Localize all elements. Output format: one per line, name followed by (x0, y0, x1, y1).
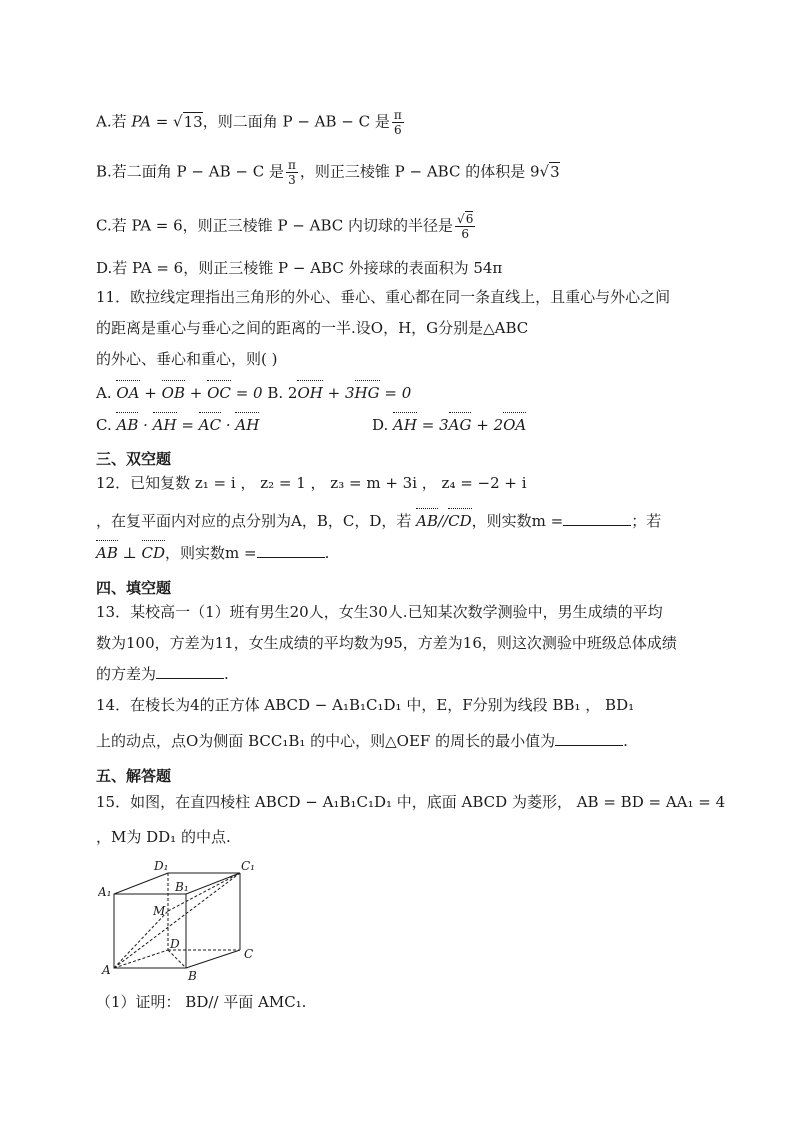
q12-line2: ，在复平面内对应的点分别为A，B，C，D，若 AB//CD，则实数m = ；若 (96, 512, 662, 530)
q14-line2: 上的动点，点O为侧面 BCC₁B₁ 的中心，则△OEF 的周长的最小值为 . (96, 732, 628, 750)
q15-line2: ，M为 DD₁ 的中点. (96, 828, 231, 846)
label-d1: D₁ (154, 859, 169, 873)
option-c-fraction: $\frac{√6}{6}$ (457, 212, 474, 241)
q12-line1: 12．已知复数 z₁ = i ， z₂ = 1 ， z₃ = m + 3i ， z₄ = −2 + i (96, 474, 527, 492)
label-b1: B₁ (175, 880, 189, 894)
q12-line3: AB ⊥ CD，则实数m = . (96, 544, 330, 562)
label-a1: A₁ (98, 885, 112, 899)
q13-line3: 的方差为 . (96, 665, 229, 683)
q11-option-b-label: B. 2 (262, 384, 298, 402)
q15-part1: （1）证明： BD// 平面 AMC₁. (96, 993, 307, 1011)
option-b-fraction: $\frac{\pi}{3}$ (287, 158, 296, 187)
option-a-fraction: $\frac{\pi}{6}$ (393, 108, 402, 137)
edge-a1d1 (114, 873, 168, 894)
option-b-mid: ，则正三棱锥 P − ABC 的体积是 9 (299, 162, 540, 181)
label-c1: C₁ (241, 859, 255, 873)
option-a: A.若 PA = √13，则二面角 P − AB − C 是 $\frac{\pi}{6}$ (96, 108, 402, 137)
q11-option-d: D. AH = 3AG + 2OA (372, 416, 527, 434)
section-4-title: 四、填空题 (96, 579, 172, 597)
edge-b1c1 (186, 873, 240, 894)
edge-bc (186, 950, 240, 968)
option-d: D.若 PA = 6，则正三棱锥 P − ABC 外接球的表面积为 54π (96, 259, 503, 277)
option-a-prefix: A.若 (96, 112, 132, 131)
option-a-expr: PA = (131, 112, 174, 131)
label-a: A (102, 963, 111, 977)
q12-answer-blank-1[interactable] (563, 511, 631, 526)
label-d: D (170, 937, 180, 951)
option-a-mid: ，则二面角 P − AB − C 是 (202, 112, 390, 131)
section-3-title: 三、双空题 (96, 450, 172, 468)
option-c (96, 212, 477, 241)
option-b: B.若二面角 P − AB − C 是 $\frac{\pi}{3}$ ，则正三棱锥 P − ABC 的体积是 9√3 (96, 158, 560, 187)
q13-line1: 13．某校高一（1）班有男生20人，女生30人.已知某次数学测验中，男生成绩的平均 (96, 603, 663, 621)
edge-am (114, 911, 168, 968)
q11-line1: 11．欧拉线定理指出三角形的外心、垂心、重心都在同一条直线上，且重心与外心之间 (96, 288, 671, 306)
prism-figure (98, 858, 264, 983)
q14-answer-blank[interactable] (555, 731, 623, 746)
label-c: C (244, 947, 254, 961)
edge-bd (168, 950, 186, 968)
option-c-prefix: C.若 PA = 6，则正三棱锥 P − ABC 内切球的半径是 (96, 216, 454, 235)
q11-line2: 的距离是重心与垂心之间的距离的一半.设O，H，G分别是△ABC (96, 319, 529, 337)
option-a-sqrt: 13 (183, 112, 203, 131)
label-b: B (188, 969, 197, 983)
q13-answer-blank[interactable] (156, 664, 224, 679)
q12-answer-blank-2[interactable] (257, 543, 325, 558)
q13-line2: 数为100，方差为11，女生成绩的平均数为95，方差为16，则这次测验中班级总体成绩 (96, 634, 677, 652)
q15-line1: 15．如图，在直四棱柱 ABCD − A₁B₁C₁D₁ 中，底面 ABCD 为菱形， AB = BD = AA₁ = 4 (96, 793, 726, 811)
label-m: M (153, 904, 166, 918)
q14-line1: 14．在棱长为4的正方体 ABCD − A₁B₁C₁D₁ 中，E，F分别为线段 BB₁ ， BD₁ (96, 696, 635, 714)
option-b-sqrt: 3 (550, 162, 560, 181)
q11-options-ab: A. OA + OB + OC = 0 B. 2OH + 3HG = 0 (96, 384, 412, 402)
q11-option-a-label: A. (96, 384, 117, 402)
section-5-title: 五、解答题 (96, 767, 172, 785)
q11-option-c: C. AB · AH = AC · AH (96, 416, 260, 434)
option-b-prefix: B.若二面角 P − AB − C 是 (96, 162, 284, 181)
q11-line3: 的外心、垂心和重心，则( ) (96, 350, 278, 368)
